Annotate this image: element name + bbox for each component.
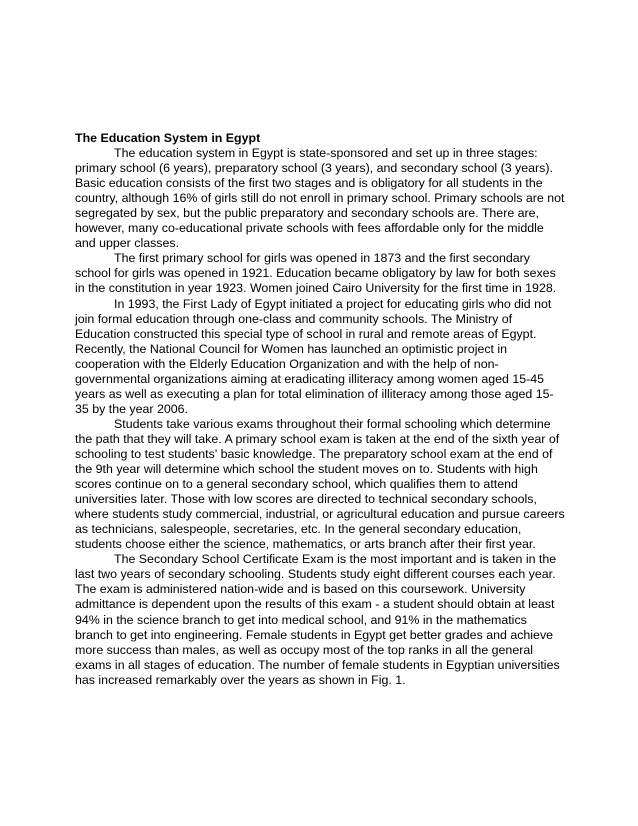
paragraph-exams: Students take various exams throughout their formal schooling which determine the path that they will take. A primary school exam is taken at the end of the sixth year of schooling to test students' basic knowledge. The preparatory school exam at the end of the 9th year will determine which school the student moves on to. Students with high scores continue on to a general secondary school, which qualifies them to attend universities later. Those with low scores are directed to technical secondary schools, where students study commercial, industrial, or agricultural education and pursue careers as technicians, salespeople, secretaries, etc. In the general secondary education, students choose either the science, mathematics, or arts branch after their first year. (75, 416, 565, 552)
paragraph-education-stages: The education system in Egypt is state-sponsored and set up in three stages: primary school (6 years), preparatory school (3 years), and secondary school (3 years). Basic education consists of the first two stages and is obligatory for all students in the country, although 16% of girls still do not enroll in primary school. Primary schools are not segregated by sex, but the public preparatory and secondary schools are. There are, however, many co-educational private schools with fees affordable only for the middle and upper classes. (75, 146, 565, 251)
document-title: The Education System in Egypt (75, 131, 261, 145)
paragraph-first-lady-project: In 1993, the First Lady of Egypt initiated a project for educating girls who did not join formal education through one-class and community schools. The Ministry of Education constructed this special type of school in rural and remote areas of Egypt. Recently, the National Council for Women has launched an optimistic project in cooperation with the Elderly Education Organization and with the help of non-governmental organizations aiming at eradicating illiteracy among women aged 15-45 years as well as executing a plan for total elimination of illiteracy among those aged 15-35 by the year 2006. (75, 296, 554, 416)
paragraph-secondary-certificate: The Secondary School Certificate Exam is the most important and is taken in the last two years of secondary schooling. Students study eight different courses each year. The exam is administered nation-wide and is based on this coursework. University admittance is dependent upon the results of this exam - a student should obtain at least 94% in the science branch to get into medical school, and 91% in the mathematics branch to get into engineering. Female students in Egypt get better grades and achieve more success than males, as well as occupy most of the top ranks in all the general exams in all stages of education. The number of female students in Egyptian universities has increased remarkably over the years as shown in Fig. 1. (75, 552, 560, 687)
paragraph-girls-schools-history: The first primary school for girls was opened in 1873 and the first secondary school for girls was opened in 1921. Education became obligatory by law for both sexes in the constitution in year 1923. Women joined Cairo University for the first time in 1928. (75, 251, 557, 296)
document-page (75, 131, 567, 688)
